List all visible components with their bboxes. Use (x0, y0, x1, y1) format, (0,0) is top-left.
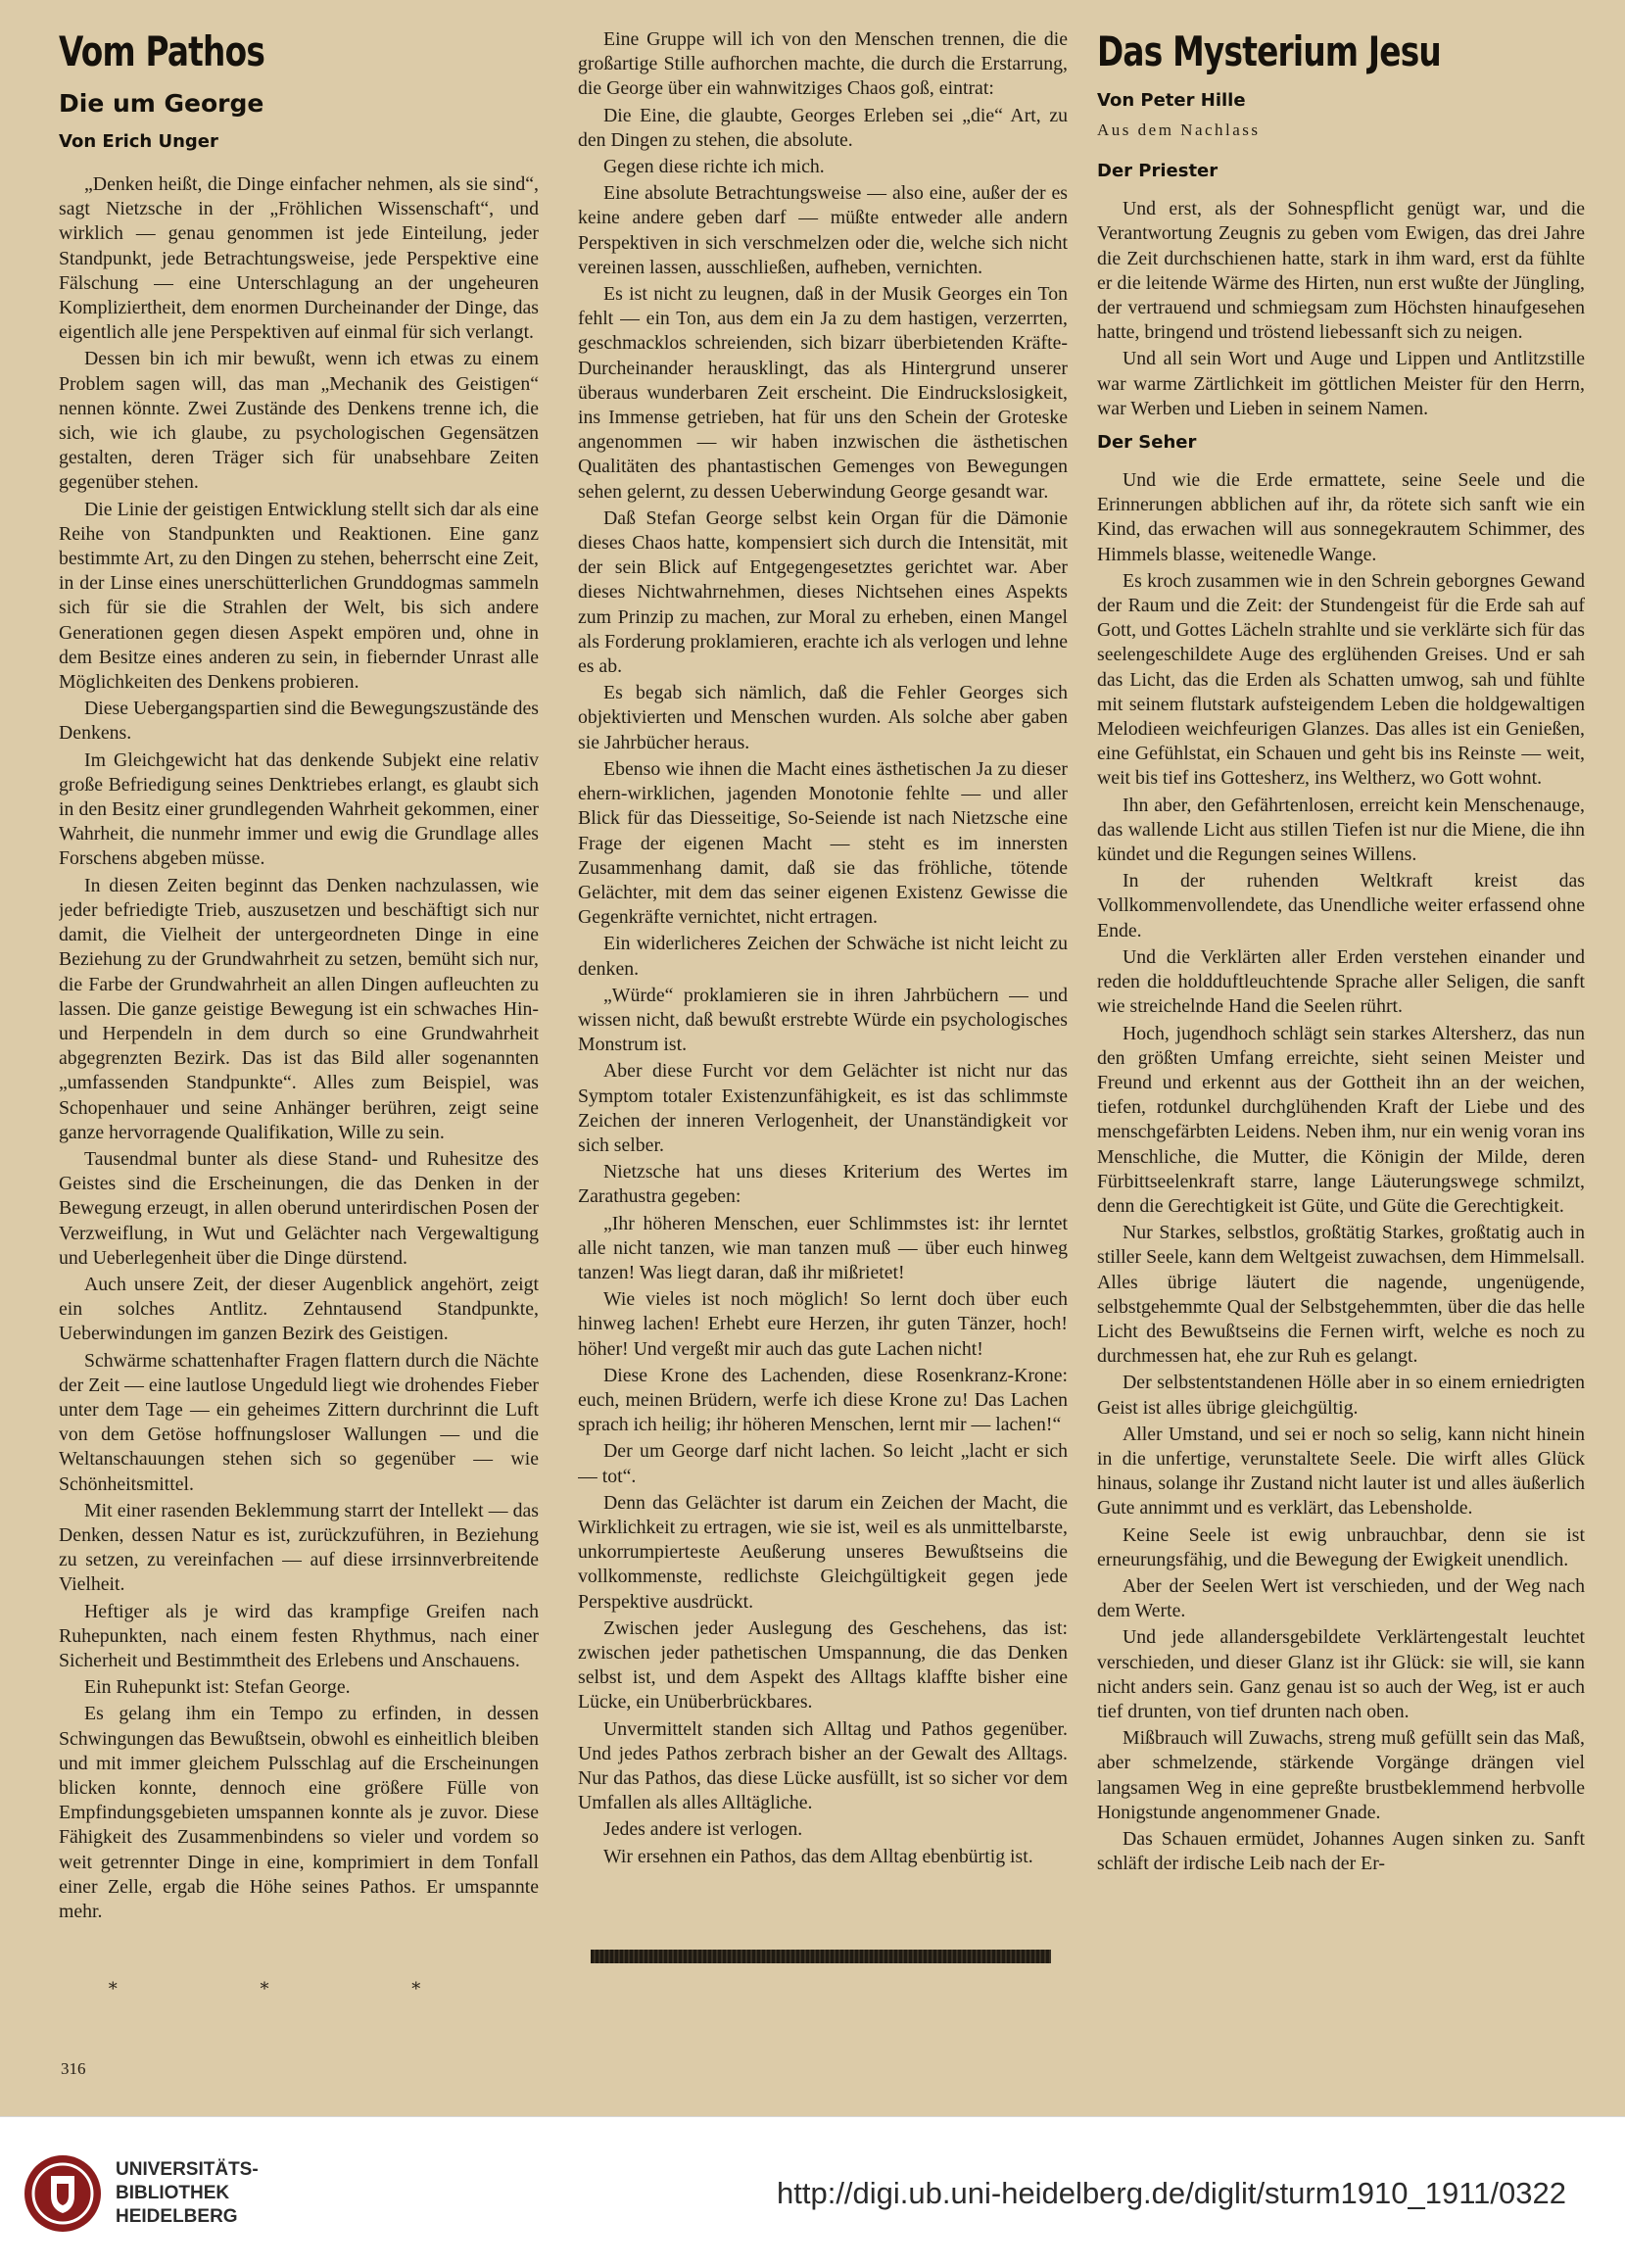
university-seal-icon (22, 2152, 104, 2235)
section-heading: Der Priester (1097, 161, 1219, 182)
paragraph: Aber der Seelen Wert ist verschieden, und der Weg nach dem Werte. (1097, 1574, 1585, 1622)
paragraph: Heftiger als je wird das krampfige Greifen nach Ruhepunkten, nach einem festen Rhythmus, nach einer Sicherheit und Bestimmtheit des Erlebens und Anschauens. (59, 1600, 539, 1671)
paragraph: „Denken heißt, die Dinge einfacher nehmen, als sie sind“, sagt Nietzsche in der „Fröhlichen Wissenschaft“, und wirklich — genau genommen ist jede Einteilung, jeder Standpunkt, jede Betrachtungsweise, jede Perspektive eine Fälschung — eine Unterschlagung an der ungeheuren Kompliziertheit, dem enormen Durcheinander der Dinge, das eigentlich alle jene Perspektiven auf einmal für sich verlangt. (59, 173, 539, 344)
paragraph: Im Gleichgewicht hat das denkende Subjekt eine relativ große Befriedigung seines Denktriebes erlangt, es glaubt sich in den Besitz einer grundlegenden Wahrheit gekommen, einer Wahrheit, die nunmehr immer und ewig die Grundlage alles Forschens abgeben müsse. (59, 748, 539, 870)
paragraph: Aller Umstand, und sei er noch so selig, kann nicht hinein in die unfertige, verunstaltete Seele. Die wirft alles Glück hinaus, solange ihr Zustand nicht lauter ist und alles äußerlich Gute annimmt und es verklärt, das Lebensholde. (1097, 1423, 1585, 1520)
article-body-continued (578, 27, 1068, 1869)
paragraph: Dessen bin ich mir bewußt, wenn ich etwas zu einem Problem sagen will, das man „Mechanik des Geistigen“ nennen könnte. Zwei Zustände des Denkens trenne ich, die sich, wie ich glaube, zu psychologischen Gegensätzen gestalten, deren Träger sich für unabsehbare Zeiten gegenüber stehen. (59, 348, 539, 494)
paragraph: Ein widerlicheres Zeichen der Schwäche ist nicht leicht zu denken. (578, 933, 1068, 980)
paragraph: Diese Krone des Lachenden, diese Rosenkranz-Krone: euch, meinen Brüdern, werfe ich diese Krone zu! Das Lachen sprach ich heilig; ihr höheren Menschen, lernt mir — lachen!“ (578, 1364, 1068, 1436)
paragraph: Auch unsere Zeit, der dieser Augenblick angehört, zeigt ein solches Antlitz. Zehntausend Standpunkte, Ueberwindungen im ganzen Bezirk des Geistigen. (59, 1273, 539, 1345)
paragraph: Und die Verklärten aller Erden verstehen einander und reden die holdduftleuchtende Sprache aller Seligen, die sanft wie streichelnde Hand die Seelen rührt. (1097, 945, 1585, 1018)
paragraph: Jedes andere ist verlogen. (603, 1818, 803, 1841)
paragraph: Und jede allandersgebildete Verklärtengestalt leuchtet verschieden, und dieser Glanz ist ihr Glück: sie will, sie kann nicht anders sein. Ganz genau ist so auch der Weg, ist er auch tief drunten, von tief drunten nach oben. (1097, 1626, 1585, 1722)
paragraph: Es ist nicht zu leugnen, daß in der Musik Georges ein Ton fehlt — ein Ton, aus dem ein Ja zu dem hastigen, verzerrten, geschmacklos schreienden, sich bizarr überbietenden Kräfte-Durcheinander herausklingt, das als Hintergrund unserer überaus wunderbaren Zeit erscheint. Die Eindruckslosigkeit, ins Immense getrieben, hat für uns den Schein der Groteske angenommen — wir haben inzwischen die ästhetischen Qualitäten des phantastischen Gemenges von Bewegungen sehen gelernt, zu dessen Ueberwindung George gesandt war. (578, 283, 1068, 503)
paragraph: Es begab sich nämlich, daß die Fehler Georges sich objektivierten und Menschen wurden. Als solche aber gaben sie Jahrbücher heraus. (578, 682, 1068, 753)
library-name-line3: HEIDELBERG (116, 2206, 238, 2227)
paragraph: Wir ersehnen ein Pathos, das dem Alltag ebenbürtig ist. (603, 1845, 1033, 1867)
article2-body (1097, 160, 1585, 1876)
paragraph: Keine Seele ist ewig unbrauchbar, denn sie ist erneurungsfähig, und die Bewegung der Ewigkeit unendlich. (1097, 1523, 1585, 1570)
column-middle (578, 27, 1068, 1889)
column-left (59, 27, 539, 1967)
paragraph: „Ihr höheren Menschen, euer Schlimmstes ist: ihr lerntet alle nicht tanzen, wie man tanzen muß — über euch hinweg tanzen! Was liegt daran, daß ihr mißrietet! (578, 1212, 1068, 1283)
paragraph: Tausendmal bunter als diese Stand- und Ruhesitze des Geistes sind die Erscheinungen, die das Denken in der Bewegung erzeugt, in allen oberund unterirdischen Posen der Verzweiflung, in Wut und Gelächter nach Vergewaltigung und Ueberlegenheit über die Dinge dürstend. (59, 1147, 539, 1269)
article-body (59, 172, 539, 1924)
paragraph: Eine Gruppe will ich von den Menschen trennen, die die großartige Stille aufhorchen machte, die durch die Erstarrung, die George über ein wahnwitziges Chaos goß, eintrat: (578, 28, 1068, 100)
paragraph: Und wie die Erde ermattete, seine Seele und die Erinnerungen abblichen auf ihr, da rötete sich sanft wie ein Kind, das erwachen will aus sonnegekrautem Schimmer, des Himmels blasse, weitenedle Wange. (1097, 469, 1585, 565)
paragraph: Es kroch zusammen wie in den Schrein geborgnes Gewand der Raum und die Zeit: der Stundengeist für die Erde sah auf Gott, und Gottes Lächeln strahlte und sie verklärte sich für das seelengeschildete Auge des erglühenden Greises. Und er sah das Licht, das die Erden als Schatten umwog, sah und fühlte mit seinem flutstark aufsteigendem Leben die holdgewaltigen Melodieen weichfeurigen Glanzes. Das alles ist ein Genießen, eine Gefühlstat, ein Schauen und geht bis ins Reinste — weit, weit bis tief ins Gottesherz, ins Weltherz, wo Gott wohnt. (1097, 569, 1585, 790)
paragraph: Schwärme schattenhafter Fragen flattern durch die Nächte der Zeit — eine lautlose Ungeduld liegt wie drohendes Fieber unter dem Tage — ein geheimes Zittern durchrinnt die Luft von dem Getöse hoffnungsloser Wallungen — und die Weltanschauungen stehen sich so gegenüber — wie Schönheitsmittel. (59, 1349, 539, 1495)
page-number: 316 (61, 2059, 86, 2078)
article-byline: Von Erich Unger (59, 131, 218, 152)
paragraph: In der ruhenden Weltkraft kreist das Vollkommenvollendete, das Unendliche weiter erfassend ohne Ende. (1097, 870, 1585, 941)
paragraph: Diese Uebergangspartien sind die Bewegungszustände des Denkens. (59, 698, 539, 745)
paragraph: Wie vieles ist noch möglich! So lernt doch über euch hinweg lachen! Erhebt eure Herzen, ihr guten Tänzer, hoch! höher! Und vergeßt mir auch das gute Lachen nicht! (578, 1288, 1068, 1360)
section-stars: * * * (108, 1979, 490, 2000)
paragraph: In diesen Zeiten beginnt das Denken nachzulassen, wie jeder befriedigte Trieb, auszusetzen und beschäftigt sich nur damit, die Vielheit der untergeordneten Dinge in eine Beziehung zu der Grundwahrheit zu setzen, bemüht sich nur, die Farbe der Grundwahrheit an allen Dingen aufleuchten zu lassen. Die ganze geistige Bewegung ist ein schwaches Hin- und Herpendeln in dem durch so eine Grundwahrheit abgegrenzten Bezirk. Das ist das Bild aller sogenannten „umfassenden Standpunkte“. Alles zum Beispiel, was Schopenhauer und seine Anhänger berühren, zeigt seine ganze hervorragende Qualifikation, Wille zu sein. (59, 874, 539, 1143)
library-name-line1: UNIVERSITÄTS- (116, 2159, 259, 2180)
paragraph: Daß Stefan George selbst kein Organ für die Dämonie dieses Chaos hatte, kompensiert sich durch die Intensität, mit der sein Blick auf Entgegengesetztes gerichtet war. Aber dieses Nichtwahrnehmen, dieses Nichtsehen eines Aspekts zum Prinzip zu machen, zur Moral zu erheben, einen Mangel als Forderung proklamieren, erachte ich als verlogen und lehne es ab. (578, 507, 1068, 678)
article-subtitle: Die um George (59, 89, 264, 118)
paragraph: Unvermittelt standen sich Alltag und Pathos gegenüber. Und jedes Pathos zerbrach bisher an der Gewalt des Alltags. Nur das Pathos, das diese Lücke ausfüllt, ist so sicher vor dem Umfallen als alles Alltägliche. (578, 1717, 1068, 1814)
article-end-rule (591, 1950, 1051, 1963)
paragraph: Die Eine, die glaubte, Georges Erleben sei „die“ Art, zu den Dingen zu stehen, die absolute. (578, 104, 1068, 151)
paragraph: „Würde“ proklamieren sie in ihren Jahrbüchern — und wissen nicht, daß bewußt erstrebte Würde ein psychologisches Monstrum ist. (578, 984, 1068, 1056)
paragraph: Mit einer rasenden Beklemmung starrt der Intellekt — das Denken, dessen Natur es ist, zurückzuführen, in Beziehung zu setzen, zu vereinfachen — auf diese irrsinnverbreitende Vielheit. (59, 1499, 539, 1596)
library-name (116, 2158, 259, 2229)
library-footer (0, 2116, 1625, 2268)
article2-title: Das Mysterium Jesu (1097, 27, 1441, 75)
article2-byline: Von Peter Hille (1097, 90, 1246, 111)
paragraph: Die Linie der geistigen Entwicklung stellt sich dar als eine Reihe von Standpunkten und Reaktionen. Eine ganz bestimmte Art, zu den Dingen zu stehen, beherrscht eine Zeit, in der Linse eines unerschütterlichen Grunddogmas sammeln sich für sie die Strahlen der Welt, bis sich andere Generationen gegen diesen Aspekt empören und, ohne in dem Besitze eines anderen zu sein, in fiebernder Unrast alle Möglichkeiten des Denkens probieren. (59, 498, 539, 694)
paragraph: Denn das Gelächter ist darum ein Zeichen der Macht, die Wirklichkeit zu ertragen, wie sie ist, weil es als unmittelbarste, unkorrumpierteste Aeußerung unseres Bewußtseins die vollkommenste, redlichste Gleichgültigkeit gegen jede Perspektive ausdrückt. (578, 1491, 1068, 1613)
article2-note: Aus dem Nachlass (1097, 121, 1261, 139)
paragraph: Der um George darf nicht lachen. So leicht „lacht er sich — tot“. (578, 1440, 1068, 1487)
column-right (1097, 27, 1585, 2046)
article-title: Vom Pathos (59, 27, 265, 75)
paragraph: Nur Starkes, selbstlos, großtätig Starkes, großtatig auch in stiller Seele, kann dem Weltgeist zuwachsen, dem Himmelsall. Alles übrige läutert die nagende, ungenügende, selbstgehemmte Qual der Selbstgehemmten, über die das helle Licht des Bewußtseins die Fernen wirft, welche es noch zu durchmessen hat, ehe zur Ruh es gelangt. (1097, 1222, 1585, 1368)
paragraph: Es gelang ihm ein Tempo zu erfinden, in dessen Schwingungen das Bewußtsein, obwohl es einheitlich bleiben und mit immer gleichem Pulsschlag auf die Erscheinungen blicken konnte, dennoch eine größere Fülle von Empfindungsgebieten umspannen konnte als je zuvor. Diese Fähigkeit des Zusammenbindens so vieler und vordem so weit getrennter Dinge in eine, komprimiert in dem Tonfall einer Zelle, ergab die Höhe seines Pathos. Er umspannte mehr. (59, 1703, 539, 1923)
source-url[interactable]: http://digi.ub.uni-heidelberg.de/diglit/sturm1910_1911/0322 (777, 2176, 1566, 2210)
paragraph: Und all sein Wort und Auge und Lippen und Antlitzstille war warme Zärtlichkeit im göttlichen Meister für den Herrn, war Werben und Lieben in seinem Namen. (1097, 348, 1585, 419)
paragraph: Das Schauen ermüdet, Johannes Augen sinken zu. Sanft schläft der irdische Leib nach der Er- (1097, 1828, 1585, 1875)
paragraph: Eine absolute Betrachtungsweise — also eine, außer der es keine andere geben darf — müßte entweder alle andern Perspektiven in sich verschmelzen oder die, welche sich nicht vereinen lassen, ausschließen, aufheben, vernichten. (578, 182, 1068, 278)
paragraph: Mißbrauch will Zuwachs, streng muß gefüllt sein das Maß, aber schmelzende, stärkende Vorgänge drängen viel langsamen Weg in eine gepreßte brustbeklemmend herbvolle Honigstunde angenommener Gnade. (1097, 1727, 1585, 1823)
paragraph: Ihn aber, den Gefährtenlosen, erreicht kein Menschenauge, das wallende Licht aus stillen Tiefen ist nur die Miene, die ihn kündet und die Regungen seines Willens. (1097, 794, 1585, 866)
paragraph: Ein Ruhepunkt ist: Stefan George. (84, 1676, 351, 1699)
paragraph: Aber diese Furcht vor dem Gelächter ist nicht nur das Symptom totaler Existenzunfähigkeit, es ist das schlimmste Zeichen der inneren Verlogenheit, der Unanständigkeit vor sich selber. (578, 1060, 1068, 1156)
paragraph: Zwischen jeder Auslegung des Geschehens, das ist: zwischen jeder pathetischen Umspannung, die das Denken selbst ist, und dem Aspekt des Alltags klaffte bisher eine Lücke, ein Unüberbrückbares. (578, 1617, 1068, 1713)
section-heading: Der Seher (1097, 432, 1197, 454)
library-name-line2: BIBLIOTHEK (116, 2183, 230, 2203)
paragraph: Nietzsche hat uns dieses Kriterium des Wertes im Zarathustra gegeben: (578, 1161, 1068, 1208)
paragraph: Und erst, als der Sohnespflicht genügt war, und die Verantwortung Zeugnis zu geben vom Ewigen, das drei Jahre die Zeit durchschienen hatte, stark in ihm ward, erst da fühlte er die leitende Wärme des Hirten, nun erst wußte der Jüngling, der vertrauend und schmiegsam zum Höchsten hinaufgesehen hatte, bringend und tröstend liebessanft sich zu neigen. (1097, 198, 1585, 344)
paragraph: Hoch, jugendhoch schlägt sein starkes Altersherz, das nun den größten Umfang erreichte, sieht seinen Meister und Freund und erkennt aus der Gottheit ihn an der weichen, tiefen, rotdunkel durchglühenden Kraft der Liebe und des menschgefärbten Leidens. Neben ihm, nur ein wenig voran ins Menschliche, die Mutter, die Königin der Milde, deren Fürbittseelenkraft starre, lange Läuterungswege schmilzt, denn die Gerechtigkeit ist Güte, und Güte die Gerechtigkeit. (1097, 1022, 1585, 1217)
paragraph: Der selbstentstandenen Hölle aber in so einem erniedrigten Geist ist alles übrige gleichgültig. (1097, 1372, 1585, 1419)
paragraph: Ebenso wie ihnen die Macht eines ästhetischen Ja zu dieser ehern-wirklichen, jagenden Monotonie fehlte — und aller Blick für das Diesseitige, So-Seiende ist nach Nietzsche eine Frage der eigenen Macht — steht es im innersten Zusammenhang damit, daß sie das fröhliche, tötende Gelächter, mit dem das seiner eigenen Existenz Gewisse die Gegenkräfte vernichtet, nicht ertragen. (578, 757, 1068, 929)
paragraph: Gegen diese richte ich mich. (603, 156, 825, 178)
